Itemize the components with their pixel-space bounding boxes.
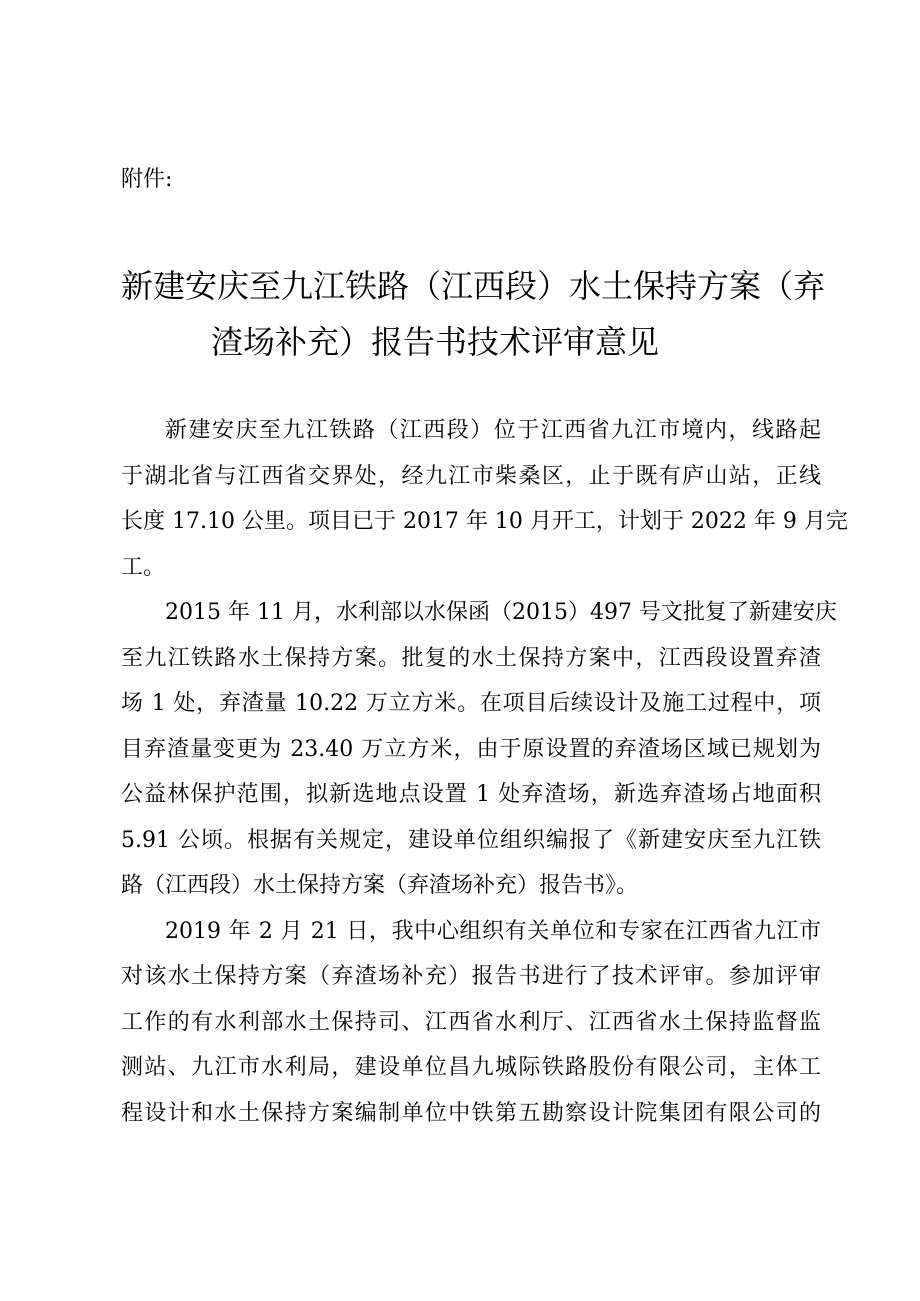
- document-body: [121, 408, 848, 1136]
- text-line: 目弃渣量变更为 23.40 万立方米，由于原设置的弃渣场区域已规划为: [121, 736, 821, 762]
- text-line: 2015 年 11 月，水利部以水保函（2015）497 号文批复了新建安庆: [165, 600, 837, 625]
- attachment-label: 附件:: [121, 167, 173, 192]
- paragraph-project-overview: [121, 408, 848, 590]
- paragraph-review-meeting: [121, 909, 821, 1137]
- text-line: 5.91 公顷。根据有关规定，建设单位组织编报了《新建安庆至九江铁: [121, 827, 821, 853]
- text-line: 路（江西段）水土保持方案（弃渣场补充）报告书》。: [121, 873, 639, 898]
- text-line: 对该水土保持方案（弃渣场补充）报告书进行了技术评审。参加评审: [121, 964, 821, 989]
- text-line: 至九江铁路水土保持方案。批复的水土保持方案中，江西段设置弃渣: [121, 645, 821, 671]
- text-line: 场 1 处，弃渣量 10.22 万立方米。在项目后续设计及施工过程中，项: [121, 691, 821, 716]
- title-line-1: 新建安庆至九江铁路（江西段）水土保持方案（弃: [121, 267, 826, 305]
- text-line: 2019 年 2 月 21 日，我中心组织有关单位和专家在江西省九江市: [165, 918, 821, 944]
- text-line: 公益林保护范围，拟新选地点设置 1 处弃渣场，新选弃渣场占地面积: [121, 782, 821, 807]
- document-title: [121, 258, 826, 370]
- text-line: 工作的有水利部水土保持司、江西省水利厅、江西省水土保持监督监: [121, 1009, 821, 1035]
- text-line: 长度 17.10 公里。项目已于 2017 年 10 月开工，计划于 2022 年 9 月完: [121, 509, 848, 534]
- text-line: 程设计和水土保持方案编制单位中铁第五勘察设计院集团有限公司的: [121, 1100, 821, 1126]
- text-line: 于湖北省与江西省交界处，经九江市柴桑区，止于既有庐山站，正线: [121, 463, 821, 489]
- text-line: 测站、九江市水利局，建设单位昌九城际铁路股份有限公司，主体工: [121, 1055, 821, 1080]
- text-line: 工。: [121, 554, 166, 580]
- text-line: 新建安庆至九江铁路（江西段）位于江西省九江市境内，线路起: [165, 418, 821, 443]
- title-line-2: 渣场补充）报告书技术评审意见: [211, 323, 660, 361]
- paragraph-approval-history: [121, 590, 837, 909]
